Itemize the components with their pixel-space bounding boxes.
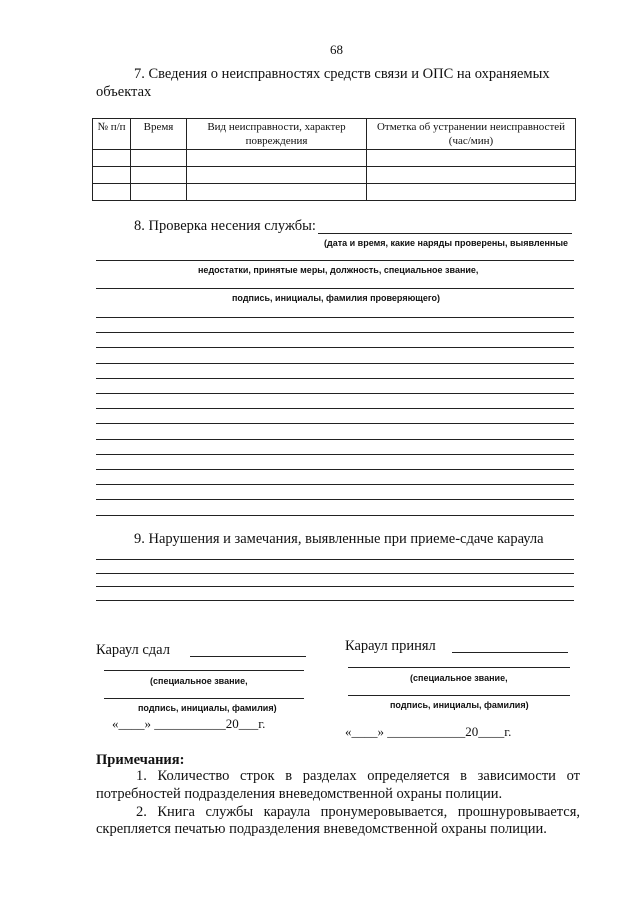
writing-line[interactable] (96, 423, 574, 424)
writing-line[interactable] (96, 469, 574, 470)
writing-line[interactable] (96, 363, 574, 364)
note1-line2: потребностей подразделения вневедомственной охраны полиции. (96, 786, 503, 802)
writing-line[interactable] (96, 499, 574, 500)
col-header-time: Время (131, 119, 187, 150)
section8-line[interactable] (96, 260, 574, 261)
table-cell[interactable] (93, 184, 131, 201)
table-cell[interactable] (131, 150, 187, 167)
left-rank-hint: (специальное звание, (150, 676, 248, 686)
table-cell[interactable] (367, 184, 576, 201)
right-sign-line[interactable] (348, 695, 570, 696)
writing-line[interactable] (96, 393, 574, 394)
section8-hint1: (дата и время, какие наряды проверены, выявленные (324, 238, 569, 248)
writing-line[interactable] (96, 573, 574, 574)
table-cell[interactable] (187, 184, 367, 201)
right-rank-hint: (специальное звание, (410, 673, 508, 683)
section7-title-cont: объектах (96, 84, 152, 100)
writing-line[interactable] (96, 515, 574, 516)
writing-line[interactable] (96, 378, 574, 379)
col-header-number: № п/п (93, 119, 131, 150)
table-cell[interactable] (131, 184, 187, 201)
guard-accepted-line[interactable] (452, 652, 568, 653)
writing-line[interactable] (96, 484, 574, 485)
col-header-malfunction: Вид неисправности, характер повреждения (187, 119, 367, 150)
writing-line[interactable] (96, 439, 574, 440)
table-cell[interactable] (367, 167, 576, 184)
note2-line2: скрепляется печатью подразделения вневедомственной охраны полиции. (96, 821, 547, 837)
writing-line[interactable] (96, 586, 574, 587)
table-cell[interactable] (367, 150, 576, 167)
section7-title: 7. Сведения о неисправностях средств связи и ОПС на охраняемых (134, 66, 550, 82)
table-cell[interactable] (93, 150, 131, 167)
section8-inline-line[interactable] (318, 233, 572, 234)
right-date[interactable]: «____» ____________20____г. (345, 724, 512, 739)
table-cell[interactable] (187, 150, 367, 167)
guard-accepted-label: Караул принял (345, 638, 436, 654)
writing-line[interactable] (96, 454, 574, 455)
guard-handed-over-label: Караул сдал (96, 642, 170, 658)
right-sign-hint: подпись, инициалы, фамилия) (390, 700, 529, 710)
table-row (93, 184, 576, 201)
table-row (93, 150, 576, 167)
section9-title: 9. Нарушения и замечания, выявленные при приеме-сдаче караула (134, 531, 544, 547)
table-cell[interactable] (187, 167, 367, 184)
writing-line[interactable] (96, 559, 574, 560)
malfunctions-table (92, 118, 576, 201)
section8-title: 8. Проверка несения службы: (134, 218, 316, 234)
page-number: 68 (330, 42, 343, 57)
left-rank-line[interactable] (104, 670, 304, 671)
left-sign-hint: подпись, инициалы, фамилия) (138, 703, 277, 713)
note2-line1: 2. Книга службы караула пронумеровывается, прошнуровывается, (136, 804, 580, 820)
left-date[interactable]: «____» ___________20___г. (112, 716, 266, 731)
left-sign-line[interactable] (104, 698, 304, 699)
note1-line1: 1. Количество строк в разделах определяется в зависимости от (136, 768, 580, 784)
table-row (93, 167, 576, 184)
section8-hint2: недостатки, принятые меры, должность, специальное звание, (198, 265, 479, 275)
table-cell[interactable] (131, 167, 187, 184)
right-rank-line[interactable] (348, 667, 570, 668)
writing-line[interactable] (96, 332, 574, 333)
table-cell[interactable] (93, 167, 131, 184)
col-header-fix-mark: Отметка об устранении неисправностей (час/мин) (367, 119, 576, 150)
writing-line[interactable] (96, 600, 574, 601)
section8-line[interactable] (96, 288, 574, 289)
writing-line[interactable] (96, 408, 574, 409)
guard-handed-over-line[interactable] (190, 656, 306, 657)
notes-heading: Примечания: (96, 752, 185, 768)
writing-line[interactable] (96, 317, 574, 318)
section8-hint3: подпись, инициалы, фамилия проверяющего) (232, 293, 440, 303)
writing-line[interactable] (96, 347, 574, 348)
table-header-row (93, 119, 576, 150)
